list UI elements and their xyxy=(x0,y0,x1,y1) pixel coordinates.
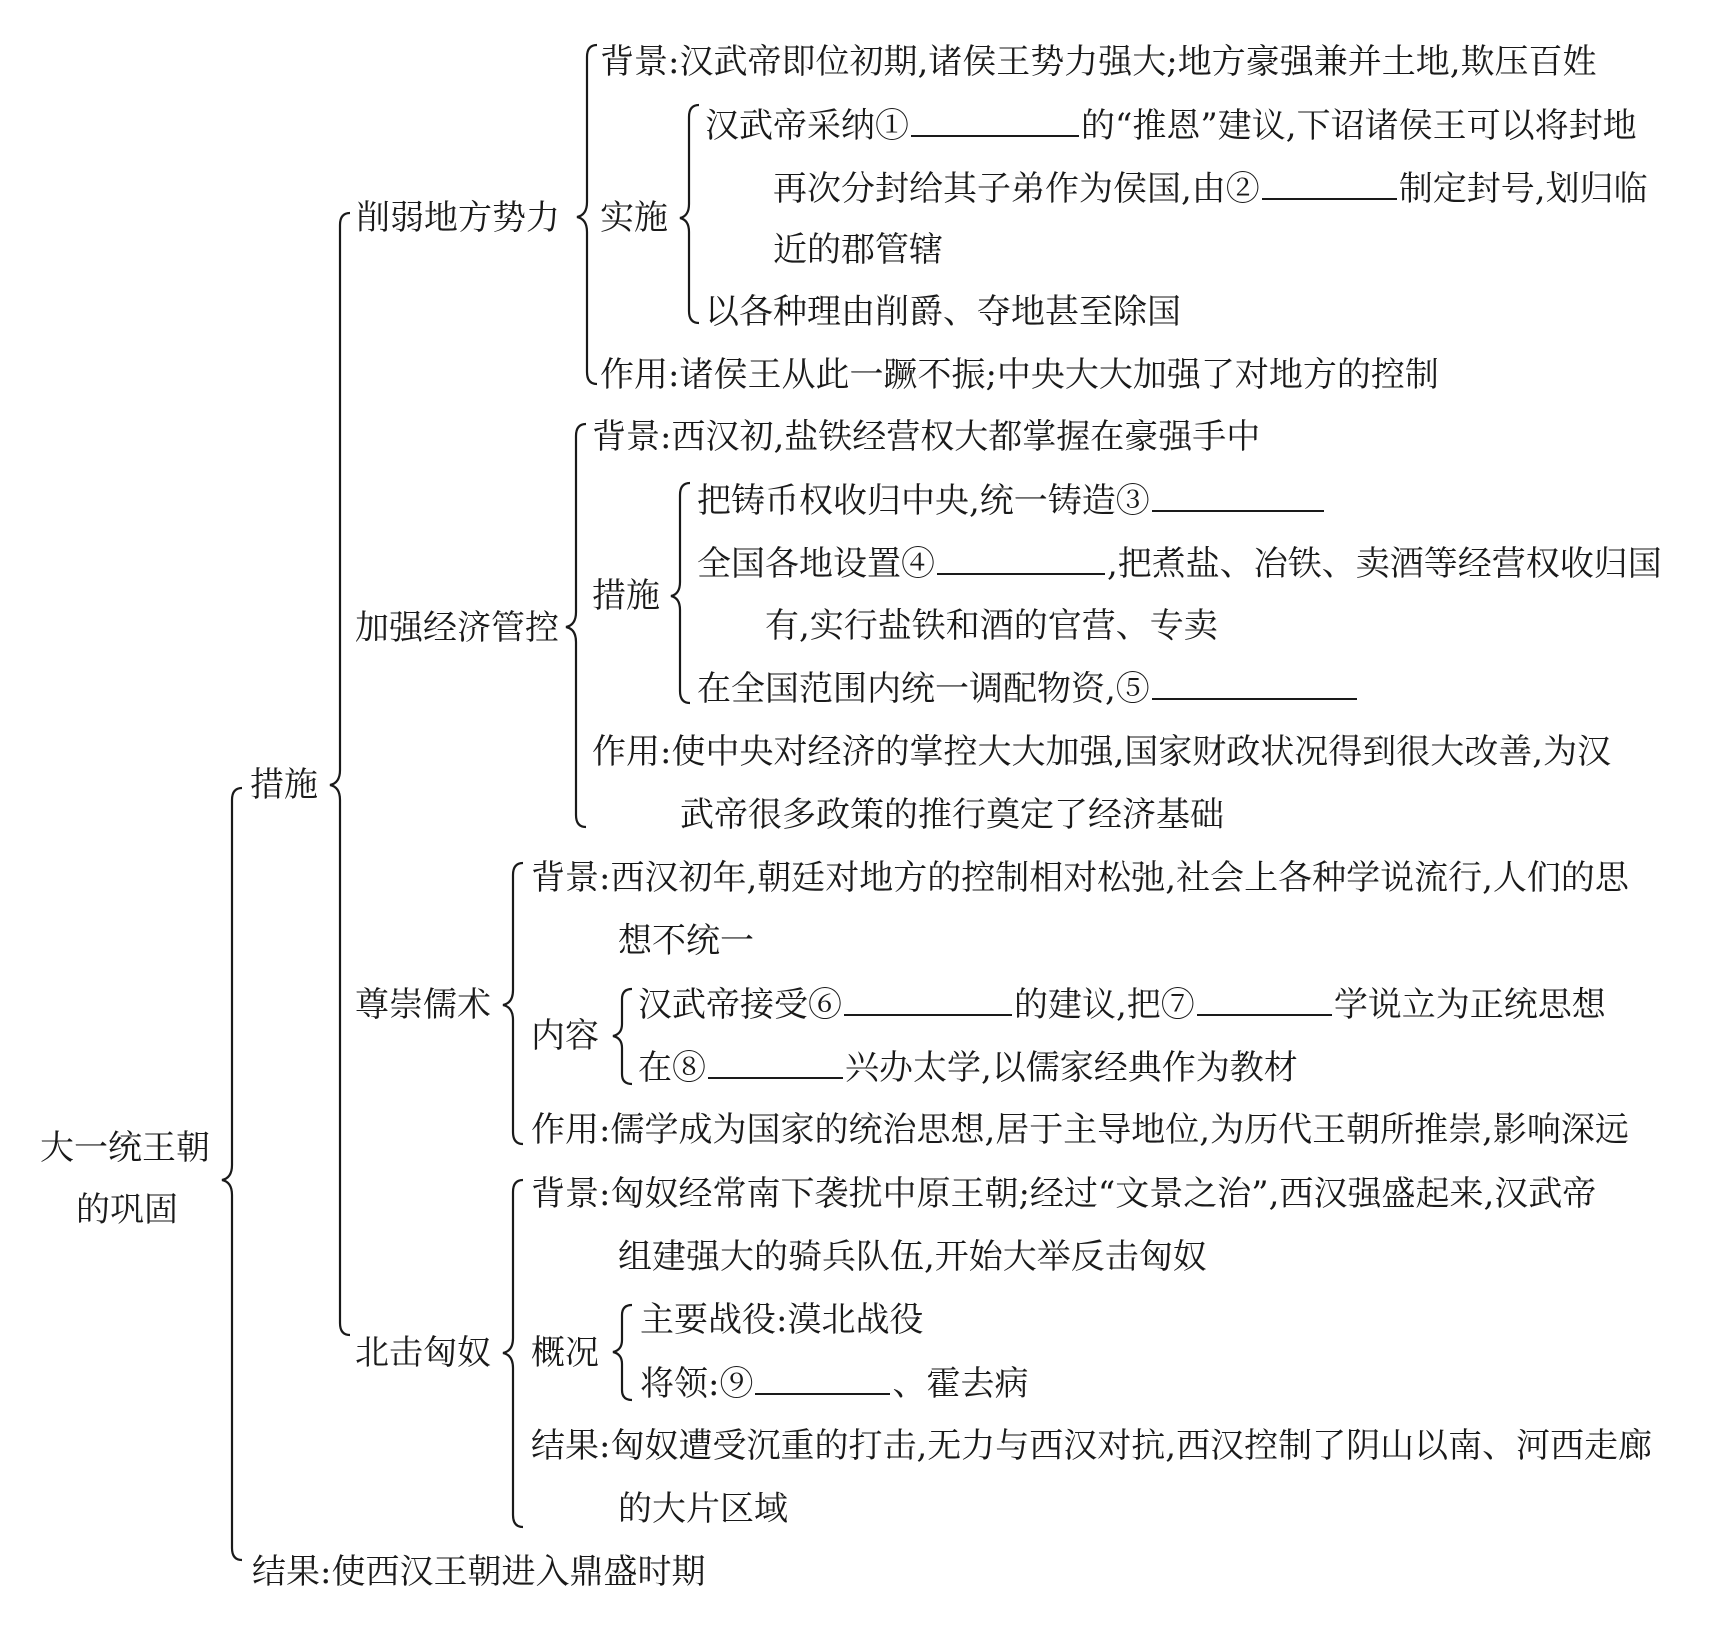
xiongnu-result-line2: 的大片区域 xyxy=(618,1489,788,1529)
confucian-content-label: 内容 xyxy=(531,1016,599,1056)
economy-background: 背景:西汉初,盐铁经营权大都掌握在豪强手中 xyxy=(592,417,1261,457)
economy-measures-label: 措施 xyxy=(592,576,660,616)
confucian-c1: 汉武帝接受⑥ 的建议,把⑦ 学说立为正统思想 xyxy=(638,985,1606,1025)
blank-1[interactable] xyxy=(911,105,1079,137)
blank-3[interactable] xyxy=(1152,480,1324,512)
xiongnu-brace xyxy=(503,1180,523,1527)
economy-brace xyxy=(566,424,586,827)
root-label-line1: 大一统王朝 xyxy=(40,1128,210,1168)
confucian-label: 尊崇儒术 xyxy=(355,985,491,1025)
measures-label: 措施 xyxy=(250,765,318,805)
root-brace xyxy=(222,788,242,1560)
confucian-brace xyxy=(503,863,523,1144)
weaken-impl2: 以各种理由削爵、夺地甚至除国 xyxy=(705,292,1181,332)
economy-m2-line1: 全国各地设置④ ,把煮盐、冶铁、卖酒等经营权收归国 xyxy=(697,544,1662,584)
xiongnu-label: 北击匈奴 xyxy=(355,1333,491,1373)
economy-effect-line1: 作用:使中央对经济的掌控大大加强,国家财政状况得到很大改善,为汉 xyxy=(592,732,1612,772)
blank-7[interactable] xyxy=(1197,984,1332,1016)
xiongnu-overview-label: 概况 xyxy=(531,1333,599,1373)
xiongnu-background-line2: 组建强大的骑兵队伍,开始大举反击匈奴 xyxy=(618,1237,1207,1277)
confucian-background-line1: 背景:西汉初年,朝廷对地方的控制相对松弛,社会上各种学说流行,人们的思 xyxy=(531,858,1629,898)
weaken-label: 削弱地方势力 xyxy=(356,198,560,238)
measures-brace xyxy=(330,213,350,1335)
blank-6[interactable] xyxy=(844,984,1012,1016)
blank-8[interactable] xyxy=(708,1047,843,1079)
blank-2[interactable] xyxy=(1262,168,1397,200)
xiongnu-o1: 主要战役:漠北战役 xyxy=(640,1300,924,1340)
economy-m2-line2: 有,实行盐铁和酒的官营、专卖 xyxy=(765,606,1218,646)
economy-measures-brace xyxy=(671,483,690,703)
blank-5[interactable] xyxy=(1152,668,1357,700)
confucian-background-line2: 想不统一 xyxy=(618,921,754,961)
weaken-brace xyxy=(577,45,597,384)
xiongnu-overview-brace xyxy=(613,1305,632,1400)
economy-effect-line2: 武帝很多政策的推行奠定了经济基础 xyxy=(680,795,1224,835)
weaken-impl1-line3: 近的郡管辖 xyxy=(773,230,943,270)
root-label-line2: 的巩固 xyxy=(76,1190,178,1230)
xiongnu-o2: 将领:⑨ 、霍去病 xyxy=(640,1364,1029,1404)
weaken-effect: 作用:诸侯王从此一蹶不振;中央大大加强了对地方的控制 xyxy=(600,355,1439,395)
confucian-content-brace xyxy=(613,989,632,1084)
xiongnu-result-line1: 结果:匈奴遭受沉重的打击,无力与西汉对抗,西汉控制了阴山以南、河西走廊 xyxy=(531,1426,1653,1466)
blank-9[interactable] xyxy=(755,1363,890,1395)
economy-label: 加强经济管控 xyxy=(355,608,559,648)
weaken-impl-label: 实施 xyxy=(600,198,668,238)
weaken-background: 背景:汉武帝即位初期,诸侯王势力强大;地方豪强兼并土地,欺压百姓 xyxy=(600,42,1597,82)
blank-4[interactable] xyxy=(937,543,1105,575)
confucian-c2: 在⑧ 兴办太学,以儒家经典作为教材 xyxy=(638,1048,1298,1088)
xiongnu-background-line1: 背景:匈奴经常南下袭扰中原王朝;经过“文景之治”,西汉强盛起来,汉武帝 xyxy=(531,1174,1597,1214)
weaken-impl1-line2: 再次分封给其子弟作为侯国,由② 制定封号,划归临 xyxy=(773,169,1648,209)
confucian-effect: 作用:儒学成为国家的统治思想,居于主导地位,为历代王朝所推崇,影响深远 xyxy=(531,1110,1629,1150)
weaken-impl1-line1: 汉武帝采纳① 的“推恩”建议,下诏诸侯王可以将封地 xyxy=(705,106,1637,146)
weaken-impl-brace xyxy=(680,105,699,323)
economy-m1: 把铸币权收归中央,统一铸造③ xyxy=(697,480,1326,521)
economy-m3: 在全国范围内统一调配物资,⑤ xyxy=(697,668,1359,709)
final-result: 结果:使西汉王朝进入鼎盛时期 xyxy=(252,1552,706,1592)
